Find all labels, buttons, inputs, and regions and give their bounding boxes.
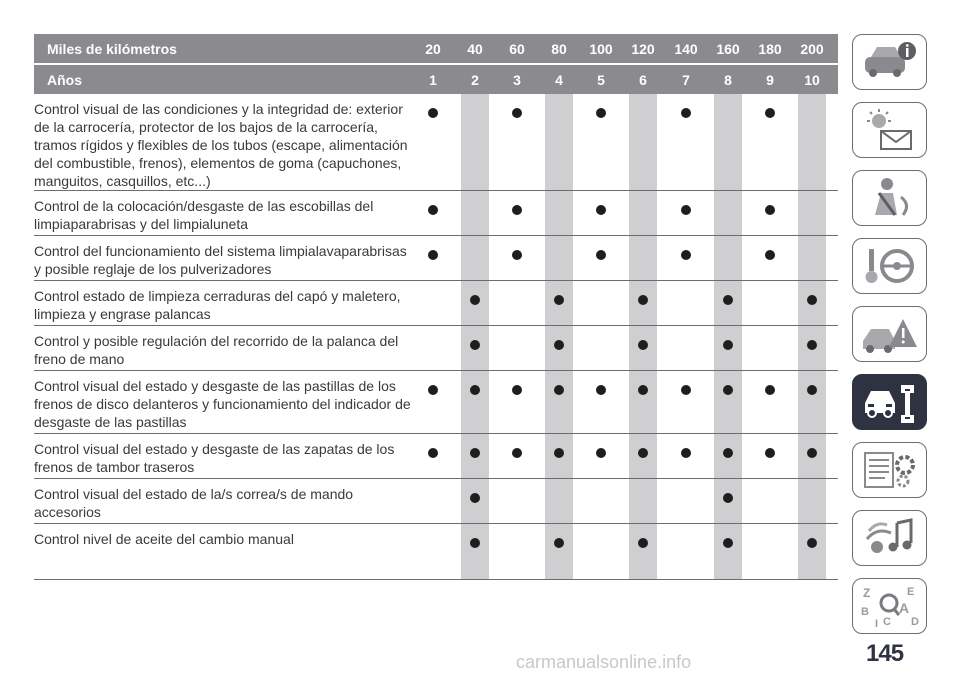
header-km-cell-0: 20 [425, 41, 441, 57]
header-km-cell-5: 120 [631, 41, 655, 57]
column-shade [461, 94, 489, 190]
column-shade [714, 371, 742, 433]
header-km-cell-1: 40 [467, 41, 483, 57]
check-dot [512, 448, 522, 458]
column-shade [629, 191, 657, 235]
check-dot [723, 340, 733, 350]
header-km-cell-6: 140 [674, 41, 698, 57]
warning-lights-message-icon [859, 107, 921, 153]
header-km-cell-4: 100 [589, 41, 613, 57]
car-info-icon [859, 39, 921, 85]
column-shade [461, 236, 489, 280]
maintenance-schedule-table [34, 34, 838, 580]
check-dot [428, 385, 438, 395]
check-dot [512, 108, 522, 118]
row-description: Control visual del estado y desgaste de las zapatas de los frenos de tambor traseros [34, 441, 395, 475]
check-dot [765, 448, 775, 458]
check-dot [596, 205, 606, 215]
chapter-tab-car-accident-warning[interactable] [852, 306, 927, 362]
check-dot [596, 108, 606, 118]
column-shade [545, 524, 573, 579]
header-years-row [34, 63, 838, 94]
header-year-cell-5: 6 [639, 72, 647, 88]
key-steering-wheel-icon [859, 243, 921, 289]
header-year-cell-7: 8 [724, 72, 732, 88]
svg-text:D: D [910, 616, 919, 628]
chapter-tab-seatbelt-airbag[interactable] [852, 170, 927, 226]
column-shade [545, 479, 573, 523]
check-dot [596, 385, 606, 395]
check-dot [554, 340, 564, 350]
column-shade [461, 371, 489, 433]
svg-text:I: I [874, 618, 878, 629]
header-year-cell-9: 10 [804, 72, 820, 88]
chapter-tab-car-info[interactable] [852, 34, 927, 90]
check-dot [428, 108, 438, 118]
check-dot [470, 448, 480, 458]
column-shade [461, 191, 489, 235]
header-km-row [34, 34, 838, 63]
column-shade [798, 479, 826, 523]
check-dot [638, 448, 648, 458]
check-dot [638, 340, 648, 350]
table-row [34, 191, 838, 236]
check-dot [512, 205, 522, 215]
table-row [34, 326, 838, 371]
column-shade [714, 191, 742, 235]
header-km-cell-3: 80 [551, 41, 567, 57]
header-year-cell-8: 9 [766, 72, 774, 88]
check-dot [596, 448, 606, 458]
header-km-cell-7: 160 [716, 41, 740, 57]
header-year-cell-6: 7 [682, 72, 690, 88]
row-description: Control visual del estado y desgaste de las pastillas de los frenos de disco delanteros y funcionamiento del indicador de desgaste de las pastillas [34, 378, 411, 430]
check-dot [807, 538, 817, 548]
column-shade [545, 371, 573, 433]
row-description: Control y posible regulación del recorrido de la palanca del freno de mano [34, 333, 399, 367]
alphabetical-index-icon [859, 583, 921, 629]
check-dot [554, 448, 564, 458]
header-year-cell-2: 3 [513, 72, 521, 88]
check-dot [807, 340, 817, 350]
header-year-cell-4: 5 [597, 72, 605, 88]
check-dot [428, 250, 438, 260]
svg-text:C: C [882, 616, 891, 628]
check-dot [681, 448, 691, 458]
header-year-cell-0: 1 [429, 72, 437, 88]
table-row [34, 281, 838, 326]
row-description: Control del funcionamiento del sistema limpialavaparabrisas y posible reglaje de los pulverizadores [34, 243, 407, 277]
check-dot [681, 385, 691, 395]
column-shade [798, 94, 826, 190]
watermark: carmanualsonline.info [516, 652, 692, 672]
check-dot [470, 493, 480, 503]
column-shade [461, 524, 489, 579]
car-maintenance-wrench-icon [859, 379, 921, 425]
svg-text:Z: Z [862, 586, 870, 600]
check-dot [638, 538, 648, 548]
seatbelt-airbag-icon [859, 175, 921, 221]
check-dot [681, 205, 691, 215]
car-accident-warning-icon [859, 311, 921, 357]
check-dot [470, 295, 480, 305]
column-shade [629, 94, 657, 190]
check-dot [512, 250, 522, 260]
chapter-tab-multimedia-music[interactable] [852, 510, 927, 566]
row-description: Control visual de las condiciones y la integridad de: exterior de la carrocería, protector de los bajos de la carrocería, tramos rígidos y flexibles de los tubos (escape, alimentación del combustible, frenos), elementos de goma (capuchones, manguitos, casquillos, etc...) [34, 101, 408, 189]
column-shade [714, 524, 742, 579]
check-dot [470, 340, 480, 350]
check-dot [765, 205, 775, 215]
check-dot [428, 205, 438, 215]
check-dot [807, 448, 817, 458]
check-dot [723, 493, 733, 503]
header-km-cell-9: 200 [800, 41, 824, 57]
check-dot [807, 295, 817, 305]
check-dot [428, 448, 438, 458]
column-shade [798, 371, 826, 433]
check-dot [512, 385, 522, 395]
column-shade [629, 524, 657, 579]
table-row [34, 236, 838, 281]
check-dot [723, 448, 733, 458]
header-km-label: Miles de kilómetros [47, 41, 177, 57]
check-dot [554, 295, 564, 305]
check-dot [681, 108, 691, 118]
column-shade [714, 94, 742, 190]
check-dot [681, 250, 691, 260]
column-shade [714, 236, 742, 280]
check-dot [723, 538, 733, 548]
page-number: 145 [866, 640, 904, 667]
row-description: Control visual del estado de la/s correa/s de mando accesorios [34, 486, 354, 520]
table-row [34, 524, 838, 580]
column-shade [798, 236, 826, 280]
header-year-cell-1: 2 [471, 72, 479, 88]
row-description: Control de la colocación/desgaste de las escobillas del limpiaparabrisas y del limpialuneta [34, 198, 374, 232]
check-dot [470, 385, 480, 395]
check-dot [765, 250, 775, 260]
table-row [34, 434, 838, 479]
check-dot [554, 538, 564, 548]
header-km-cell-2: 60 [509, 41, 525, 57]
check-dot [765, 108, 775, 118]
header-years-label: Años [47, 72, 82, 88]
multimedia-music-icon [859, 515, 921, 561]
table-row [34, 371, 838, 434]
column-shade [545, 94, 573, 190]
chapter-tab-car-maintenance-wrench[interactable] [852, 374, 927, 430]
chapter-tab-specs-gear[interactable] [852, 442, 927, 498]
column-shade [798, 191, 826, 235]
check-dot [554, 385, 564, 395]
check-dot [765, 385, 775, 395]
check-dot [638, 295, 648, 305]
chapter-tab-alphabetical-index[interactable] [852, 578, 927, 634]
chapter-tab-key-steering-wheel[interactable] [852, 238, 927, 294]
check-dot [723, 295, 733, 305]
svg-text:A: A [898, 600, 909, 616]
column-shade [629, 236, 657, 280]
row-description: Control nivel de aceite del cambio manual [34, 531, 294, 547]
specs-gear-icon [859, 447, 921, 493]
column-shade [629, 371, 657, 433]
column-shade [629, 479, 657, 523]
check-dot [470, 538, 480, 548]
header-km-cell-8: 180 [758, 41, 782, 57]
column-shade [545, 236, 573, 280]
table-row [34, 94, 838, 191]
chapter-tab-warning-lights-message[interactable] [852, 102, 927, 158]
row-description: Control estado de limpieza cerraduras del capó y maletero, limpieza y engrase palancas [34, 288, 401, 322]
header-year-cell-3: 4 [555, 72, 563, 88]
check-dot [638, 385, 648, 395]
svg-text:B: B [860, 606, 869, 618]
table-body [34, 94, 838, 580]
check-dot [596, 250, 606, 260]
check-dot [807, 385, 817, 395]
svg-text:E: E [906, 586, 914, 598]
table-row [34, 479, 838, 524]
column-shade [545, 191, 573, 235]
column-shade [798, 524, 826, 579]
check-dot [723, 385, 733, 395]
